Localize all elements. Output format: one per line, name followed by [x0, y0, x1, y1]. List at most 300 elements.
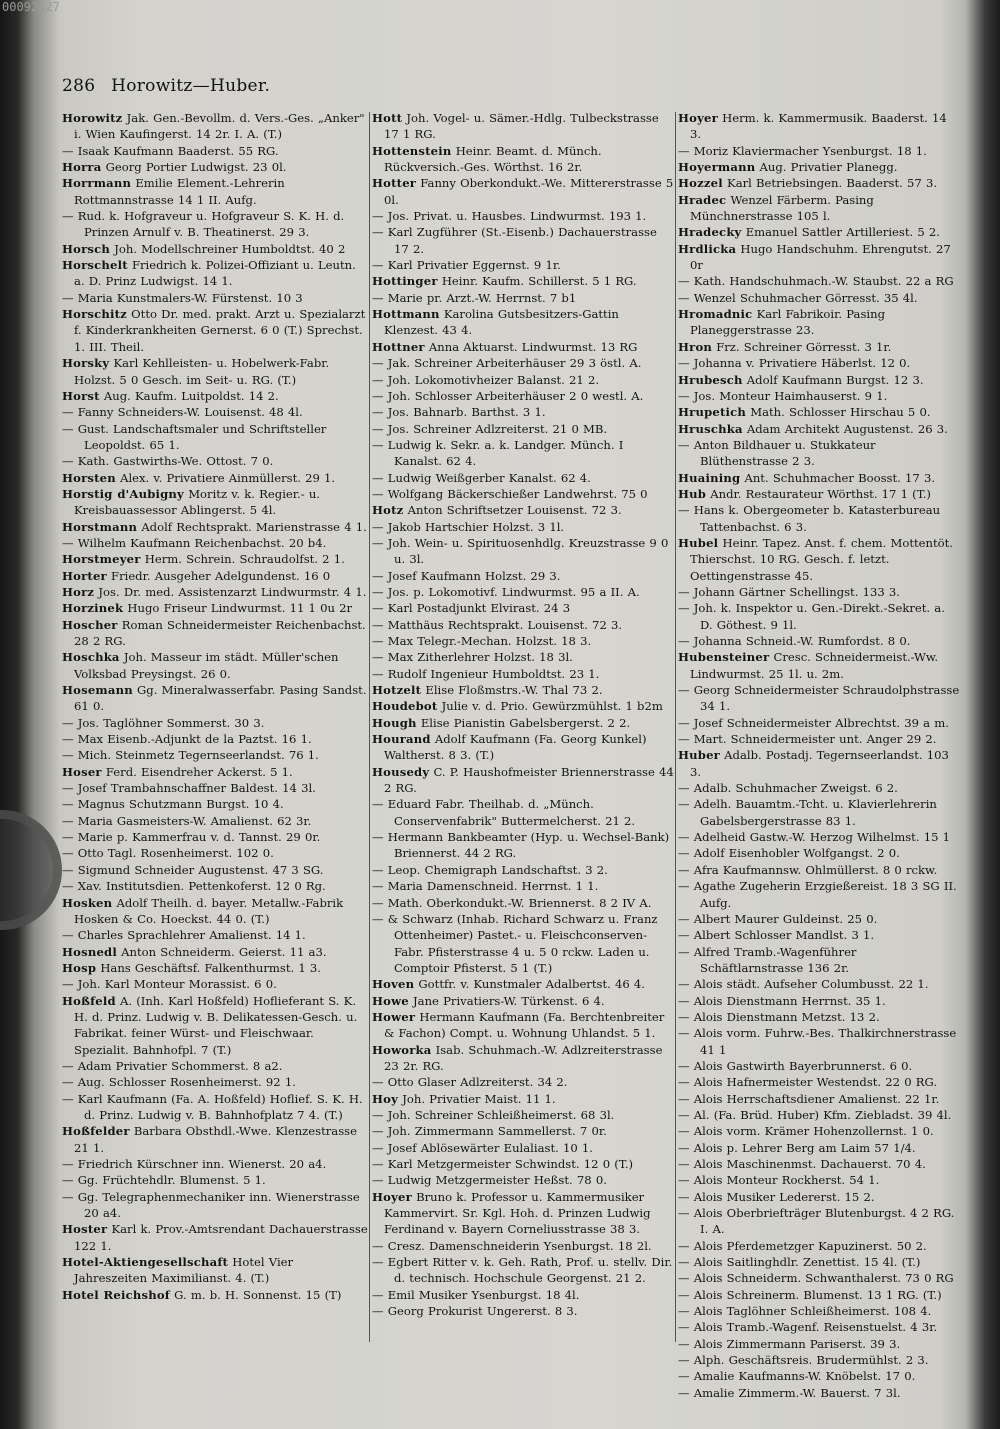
directory-entry	[372, 633, 674, 649]
entry-details: Emilie Element.-Lehrerin Rottmannstrasse 14 1 II. Aufg.	[74, 176, 285, 207]
entry-details: — Adelheid Gastw.-W. Herzog Wilhelmst. 15 1	[678, 830, 951, 845]
entry-surname: Hoßfeld	[62, 993, 116, 1008]
entry-details: — Ludwig Weißgerber Kanalst. 62 4.	[372, 470, 591, 485]
entry-details: — Jos. Privat. u. Hausbes. Lindwurmst. 193 1.	[372, 209, 647, 224]
entry-details: — Jos. p. Lokomotivf. Lindwurmst. 95 a II. A.	[372, 584, 640, 599]
entry-details: — Alois Hafnermeister Westendst. 22 0 RG.	[678, 1075, 938, 1090]
entry-surname: Horstmeyer	[62, 552, 141, 567]
entry-details: — Jos. Schreiner Adlzreiterst. 21 0 MB.	[372, 421, 608, 436]
directory-entry	[62, 1287, 368, 1303]
directory-entry	[678, 1270, 960, 1286]
entry-surname: Horstig d'Aubigny	[62, 486, 184, 501]
entry-details: — Xav. Institutsdien. Pettenkoferst. 12 0 Rg.	[62, 879, 326, 894]
entry-details: Karolina Gutsbesitzers-Gattin Klenzest. 43 4.	[384, 307, 619, 338]
directory-entry	[62, 159, 368, 175]
directory-entry	[372, 502, 674, 518]
directory-entry	[372, 175, 674, 208]
entry-details: — Adalb. Schuhmacher Zweigst. 6 2.	[678, 781, 898, 796]
entry-details: — Karl Metzgermeister Schwindst. 12 0 (T.)	[372, 1157, 634, 1171]
entry-details: Otto Dr. med. prakt. Arzt u. Spezialarzt f. Kinderkrankheiten Gernerst. 6 0 (T.) Sprechst. 1. III. Theil.	[74, 307, 366, 354]
entry-details: — Alois Musiker Ledererst. 15 2.	[678, 1189, 875, 1204]
directory-column-left	[62, 110, 368, 1303]
entry-surname: Howe	[372, 993, 409, 1008]
directory-entry	[678, 1336, 960, 1352]
entry-details: — Alois Pferdemetzger Kapuzinerst. 50 2.	[678, 1238, 927, 1253]
directory-entry	[678, 1238, 960, 1254]
entry-details: — Karl Kaufmann (Fa. A. Hoßfeld) Hoflief. S. K. H. d. Prinz. Ludwig v. B. Bahnhofplatz 7 4. (T.)	[62, 1091, 363, 1122]
entry-details: — Fanny Schneiders-W. Louisenst. 48 4l.	[62, 405, 303, 420]
directory-entry	[372, 731, 674, 764]
entry-details: — Gust. Landschaftsmaler und Schriftsteller Leopoldst. 65 1.	[62, 421, 327, 452]
entry-details: — Jos. Bahnarb. Barthst. 3 1.	[372, 405, 546, 420]
directory-entry	[372, 257, 674, 273]
entry-details: — Alois Dienstmann Metzst. 13 2.	[678, 1009, 880, 1024]
entry-details: — Karl Zugführer (St.-Eisenb.) Dachauerstrasse 17 2.	[372, 225, 657, 256]
directory-entry	[62, 290, 368, 306]
entry-details: — Albert Schlosser Mandlst. 3 1.	[678, 928, 875, 943]
entry-details: Gg. Mineralwasserfabr. Pasing Sandst. 61 0.	[74, 683, 367, 714]
page-header	[62, 76, 270, 96]
column-divider	[675, 112, 676, 1342]
entry-details: Joh. Vogel- u. Sämer.-Hdlg. Tulbeckstrasse 17 1 RG.	[384, 111, 659, 142]
directory-entry	[372, 764, 674, 797]
directory-entry	[62, 993, 368, 1058]
directory-entry	[372, 600, 674, 616]
entry-details: Andr. Restaurateur Wörthst. 17 1 (T.)	[710, 486, 931, 501]
directory-entry	[62, 404, 368, 420]
directory-entry	[372, 355, 674, 371]
directory-entry	[62, 1123, 368, 1156]
directory-entry	[678, 1319, 960, 1335]
entry-details: Karl k. Prov.-Amtsrendant Dachauerstrasse 122 1.	[74, 1222, 368, 1253]
entry-details: Ferd. Eisendreher Ackerst. 5 1.	[105, 764, 293, 779]
entry-surname: Hoser	[62, 764, 102, 779]
directory-entry	[62, 1254, 368, 1287]
directory-entry	[372, 649, 674, 665]
entry-surname: Hubel	[678, 535, 719, 550]
directory-entry	[372, 437, 674, 470]
entry-details: Elise Pianistin Gabelsbergerst. 2 2.	[420, 715, 631, 730]
directory-entry	[678, 976, 960, 992]
entry-details: — Johanna Schneid.-W. Rumfordst. 8 0.	[678, 634, 911, 648]
entry-surname: Hosp	[62, 960, 97, 975]
entry-details: — Alois Monteur Rockherst. 54 1.	[678, 1173, 880, 1188]
directory-entry	[372, 1189, 674, 1238]
entry-details: Frz. Schreiner Görresst. 3 1r.	[716, 339, 892, 354]
entry-details: — Alois Taglöhner Schleißheimerst. 108 4.	[678, 1304, 932, 1319]
page-title: Horowitz—Huber.	[111, 76, 271, 96]
entry-details: — Otto Tagl. Rosenheimerst. 102 0.	[62, 846, 274, 861]
directory-entry	[678, 1074, 960, 1090]
directory-entry	[678, 993, 960, 1009]
entry-details: — Josef Schneidermeister Albrechtst. 39 a m.	[678, 715, 949, 730]
directory-entry	[678, 388, 960, 404]
entry-details: — Charles Sprachlehrer Amalienst. 14 1.	[62, 928, 306, 943]
directory-entry	[372, 1287, 674, 1303]
entry-details: Anton Schneiderm. Geierst. 11 a3.	[121, 944, 327, 959]
directory-entry	[372, 1156, 674, 1172]
directory-entry	[62, 731, 368, 747]
entry-surname: Horsten	[62, 470, 116, 485]
directory-entry	[62, 306, 368, 355]
entry-details: — Ludwig Metzgermeister Heßst. 78 0.	[372, 1173, 607, 1188]
directory-entry	[372, 486, 674, 502]
entry-details: Roman Schneidermeister Reichenbachst. 28 2 RG.	[74, 617, 366, 648]
directory-entry	[678, 502, 960, 535]
entry-details: Adolf Rechtsprakt. Marienstrasse 4 1.	[141, 519, 367, 534]
entry-details: — Alois Saitlinghdlr. Zenettist. 15 4l. (T.)	[678, 1255, 921, 1270]
entry-details: Friedrich k. Polizei-Offiziant u. Leutn. a. D. Prinz Ludwigst. 14 1.	[74, 258, 356, 289]
entry-surname: Hosken	[62, 895, 113, 910]
directory-entry	[372, 993, 674, 1009]
directory-entry	[62, 976, 368, 992]
directory-entry	[678, 1303, 960, 1319]
entry-details: — Wenzel Schuhmacher Görresst. 35 4l.	[678, 290, 918, 305]
directory-entry	[62, 388, 368, 404]
directory-entry	[372, 372, 674, 388]
entry-details: — Alois städt. Aufseher Columbusst. 22 1.	[678, 977, 929, 992]
entry-details: — Adelh. Bauamtm.-Tcht. u. Klavierlehrerin Gabelsbergerstrasse 83 1.	[678, 797, 937, 828]
entry-details: — Amalie Zimmerm.-W. Bauerst. 7 3l.	[678, 1385, 901, 1400]
entry-details: Adolf Theilh. d. bayer. Metallw.-Fabrik Hosken & Co. Hoeckst. 44 0. (T.)	[74, 895, 344, 926]
entry-details: Georg Portier Ludwigst. 23 0l.	[105, 160, 287, 175]
entry-details: — Amalie Kaufmanns-W. Knöbelst. 17 0.	[678, 1369, 916, 1384]
entry-surname: Hott	[372, 111, 403, 125]
entry-surname: Hradec	[678, 192, 727, 207]
directory-entry	[678, 747, 960, 780]
directory-entry	[62, 535, 368, 551]
directory-entry	[62, 421, 368, 454]
directory-entry	[678, 715, 960, 731]
entry-details: — Aug. Schlosser Rosenheimerst. 92 1.	[62, 1075, 296, 1090]
directory-entry	[372, 470, 674, 486]
entry-surname: Hruschka	[678, 421, 743, 436]
entry-details: — Jos. Monteur Haimhauserst. 9 1.	[678, 388, 888, 403]
entry-details: Wenzel Färberm. Pasing Münchnerstrasse 105 l.	[690, 192, 874, 224]
entry-details: — Anton Bildhauer u. Stukkateur Blüthenstrasse 2 3.	[678, 437, 876, 469]
entry-surname: Hottinger	[372, 274, 438, 289]
entry-surname: Hrupetich	[678, 405, 747, 420]
entry-details: Anton Schriftsetzer Louisenst. 72 3.	[407, 503, 622, 518]
entry-surname: Hubensteiner	[678, 650, 770, 665]
directory-entry	[372, 143, 674, 176]
entry-details: — Max Telegr.-Mechan. Holzst. 18 3.	[372, 634, 592, 648]
entry-details: — Joh. Schreiner Schleißheimerst. 68 3l.	[372, 1107, 615, 1122]
directory-entry	[62, 600, 368, 616]
entry-details: — Joh. Schlosser Arbeiterhäuser 2 0 westl. A.	[372, 388, 644, 403]
directory-entry	[62, 568, 368, 584]
entry-details: — Magnus Schutzmann Burgst. 10 4.	[62, 797, 284, 812]
entry-details: — Gg. Früchtehdlr. Blumenst. 5 1.	[62, 1173, 266, 1188]
directory-entry	[372, 568, 674, 584]
entry-details: — Alois Schreinerm. Blumenst. 13 1 RG. (T.)	[678, 1287, 942, 1302]
directory-entry	[678, 829, 960, 845]
directory-entry	[678, 731, 960, 747]
entry-details: — Josef Kaufmann Holzst. 29 3.	[372, 568, 561, 583]
entry-surname: Horst	[62, 388, 100, 403]
entry-details: Joh. Privatier Maist. 11 1.	[402, 1091, 556, 1106]
entry-surname: Hromadnic	[678, 307, 753, 322]
entry-surname: Horz	[62, 584, 95, 599]
entry-details: — Alois vorm. Fuhrw.-Bes. Thalkirchnerstrasse 41 1	[678, 1026, 957, 1057]
directory-entry	[678, 1368, 960, 1384]
directory-entry	[62, 175, 368, 208]
entry-details: — Al. (Fa. Brüd. Huber) Kfm. Ziebladst. 39 4l.	[678, 1107, 952, 1122]
directory-entry	[372, 339, 674, 355]
directory-entry	[62, 110, 368, 143]
entry-details: — Mart. Schneidermeister unt. Anger 29 2.	[678, 732, 937, 747]
entry-details: Adolf Kaufmann Burgst. 12 3.	[746, 372, 924, 387]
entry-surname: Hrubesch	[678, 372, 743, 387]
directory-entry	[678, 1091, 960, 1107]
directory-entry	[678, 1058, 960, 1074]
directory-entry	[62, 764, 368, 780]
entry-details: Heinr. Beamt. d. Münch. Rückversich.-Ges. Wörthst. 16 2r.	[384, 143, 602, 175]
directory-entry	[372, 208, 674, 224]
entry-details: Friedr. Ausgeher Adelgundenst. 16 0	[111, 568, 331, 583]
directory-entry	[372, 1009, 674, 1042]
entry-details: — Joh. Karl Monteur Morassist. 6 0.	[62, 977, 277, 992]
directory-entry	[372, 617, 674, 633]
entry-details: Karl Kehlleisten- u. Hobelwerk-Fabr. Holzst. 5 0 Gesch. im Seit- u. RG. (T.)	[74, 356, 330, 387]
entry-surname: Horsch	[62, 241, 111, 256]
directory-entry	[62, 519, 368, 535]
entry-surname: Hradecky	[678, 225, 742, 240]
entry-surname: Horschelt	[62, 258, 128, 273]
directory-entry	[62, 780, 368, 796]
entry-surname: Hoyermann	[678, 160, 756, 175]
directory-entry	[678, 682, 960, 715]
directory-entry	[372, 1172, 674, 1188]
directory-entry	[678, 1287, 960, 1303]
directory-entry	[62, 241, 368, 257]
entry-details: — Alph. Geschäftsreis. Brudermühlst. 2 3.	[678, 1353, 929, 1368]
entry-details: Adalb. Postadj. Tegernseerlandst. 103 3.	[690, 748, 949, 779]
directory-entry	[62, 584, 368, 600]
entry-details: — Kath. Handschuhmach.-W. Staubst. 22 a RG	[678, 274, 954, 289]
entry-details: — Alfred Tramb.-Wagenführer Schäftlarnstrasse 136 2r.	[678, 944, 857, 975]
entry-surname: Horra	[62, 160, 102, 175]
entry-details: — Maria Gasmeisters-W. Amalienst. 62 3r.	[62, 813, 312, 828]
directory-entry	[62, 470, 368, 486]
directory-entry	[372, 1123, 674, 1139]
entry-details: — Maria Kunstmalers-W. Fürstenst. 10 3	[62, 290, 303, 305]
entry-surname: Hron	[678, 339, 713, 354]
entry-surname: Hough	[372, 715, 417, 730]
entry-details: Karl Fabrikoir. Pasing Planeggerstrasse 23.	[690, 307, 886, 338]
entry-details: Cresc. Schneidermeist.-Ww. Lindwurmst. 25 1l. u. 2m.	[690, 650, 939, 681]
entry-details: — Adolf Eisenhobler Wolfgangst. 2 0.	[678, 846, 900, 861]
directory-entry	[372, 224, 674, 257]
directory-entry	[372, 862, 674, 878]
entry-details: — Moriz Klaviermacher Ysenburgst. 18 1.	[678, 143, 927, 158]
directory-entry	[62, 829, 368, 845]
directory-entry	[678, 633, 960, 649]
directory-entry	[62, 944, 368, 960]
entry-surname: Hoster	[62, 1222, 108, 1237]
directory-entry	[62, 878, 368, 894]
directory-entry	[62, 551, 368, 567]
entry-details: Karl Betriebsingen. Baaderst. 57 3.	[727, 176, 938, 191]
entry-surname: Horter	[62, 568, 107, 583]
entry-details: — Josef Trambahnschaffner Baldest. 14 3l.	[62, 781, 316, 796]
directory-entry	[678, 339, 960, 355]
entry-surname: Hoyer	[372, 1189, 412, 1204]
entry-details: Barbara Obsthdl.-Wwe. Klenzestrasse 21 1.	[74, 1124, 357, 1155]
directory-column-middle	[372, 110, 674, 1319]
entry-details: Heinr. Kaufm. Schillerst. 5 1 RG.	[441, 274, 637, 289]
entry-details: Julie v. d. Prio. Gewürzmühlst. 1 b2m	[441, 699, 663, 714]
directory-entry	[678, 192, 960, 225]
entry-details: — Max Zitherlehrer Holzst. 18 3l.	[372, 650, 573, 665]
entry-details: — Friedrich Kürschner inn. Wienerst. 20 a4.	[62, 1157, 327, 1171]
directory-entry	[678, 159, 960, 175]
directory-entry	[678, 437, 960, 470]
entry-surname: Horzinek	[62, 601, 124, 616]
directory-entry	[678, 470, 960, 486]
entry-surname: Hourand	[372, 732, 431, 747]
entry-surname: Hotel Reichshof	[62, 1287, 170, 1302]
entry-surname: Hottner	[372, 339, 425, 354]
column-divider	[369, 112, 370, 1342]
entry-details: — Sigmund Schneider Augustenst. 47 3 SG.	[62, 862, 324, 877]
entry-details: — Georg Prokurist Ungererst. 8 3.	[372, 1304, 578, 1319]
directory-entry	[62, 1074, 368, 1090]
directory-entry	[678, 404, 960, 420]
directory-entry	[678, 1172, 960, 1188]
entry-details: — Marie p. Kammerfrau v. d. Tannst. 29 0r.	[62, 830, 321, 845]
directory-entry	[62, 486, 368, 519]
directory-entry	[372, 1254, 674, 1287]
entry-details: — Leop. Chemigraph Landschaftst. 3 2.	[372, 862, 608, 877]
directory-entry	[372, 519, 674, 535]
directory-entry	[678, 143, 960, 159]
entry-surname: Horstmann	[62, 519, 138, 534]
entry-details: — & Schwarz (Inhab. Richard Schwarz u. Franz Ottenheimer) Pastet.- u. Fleischconserven-Fabr. Pfisterstrasse 4 u. 5 0 rckw. Laden u. Comptoir Pfisterst. 5 1 (T.)	[372, 911, 658, 975]
directory-entry	[62, 1189, 368, 1222]
entry-surname: Horschitz	[62, 307, 127, 322]
entry-details: Aug. Kaufm. Luitpoldst. 14 2.	[103, 388, 279, 403]
entry-details: Hermann Kaufmann (Fa. Berchtenbreiter & Fachon) Compt. u. Wohnung Uhlandst. 5 1.	[384, 1009, 665, 1041]
entry-surname: Housedy	[372, 764, 430, 779]
directory-column-right	[678, 110, 960, 1401]
entry-details: Joh. Modellschreiner Humboldtst. 40 2	[114, 241, 346, 256]
entry-details: Elise Floßmstrs.-W. Thal 73 2.	[425, 683, 603, 698]
entry-surname: Hottmann	[372, 307, 440, 322]
directory-entry	[372, 1074, 674, 1090]
entry-details: Jak. Gen.-Bevollm. d. Vers.-Ges. „Anker" i. Wien Kaufingerst. 14 2r. I. A. (T.)	[74, 111, 365, 142]
directory-entry	[678, 927, 960, 943]
directory-entry	[372, 796, 674, 829]
entry-details: — Wilhelm Kaufmann Reichenbachst. 20 b4.	[62, 535, 327, 550]
entry-surname: Hotz	[372, 503, 404, 518]
directory-entry	[372, 1238, 674, 1254]
entry-details: — Max Eisenb.-Adjunkt de la Paztst. 16 1.	[62, 732, 312, 747]
entry-details: — Otto Glaser Adlzreiterst. 34 2.	[372, 1075, 568, 1090]
directory-entry	[62, 1156, 368, 1172]
entry-surname: Horrmann	[62, 176, 132, 191]
entry-details: Hotel Vier Jahreszeiten Maximilianst. 4. (T.)	[74, 1255, 294, 1286]
entry-details: — Jakob Hartschier Holzst. 3 1l.	[372, 519, 565, 534]
entry-surname: Hosnedl	[62, 944, 117, 959]
directory-entry	[678, 273, 960, 289]
entry-surname: Hozzel	[678, 176, 723, 191]
entry-details: Hans Geschäftsf. Falkenthurmst. 1 3.	[100, 960, 321, 975]
entry-surname: Hoven	[372, 977, 415, 992]
directory-entry	[62, 895, 368, 928]
entry-details: — Alois vorm. Krämer Hohenzollernst. 1 0.	[678, 1124, 934, 1139]
entry-surname: Hub	[678, 486, 707, 501]
entry-details: — Wolfgang Bäckerschießer Landwehrst. 75 0	[372, 486, 648, 501]
directory-entry	[372, 1091, 674, 1107]
directory-entry	[62, 1091, 368, 1124]
directory-entry	[678, 1107, 960, 1123]
directory-entry	[678, 1009, 960, 1025]
directory-entry	[372, 290, 674, 306]
directory-entry	[372, 698, 674, 714]
directory-entry	[62, 747, 368, 763]
directory-entry	[678, 944, 960, 977]
entry-details: Alex. v. Privatiere Ainmüllerst. 29 1.	[120, 470, 336, 485]
directory-entry	[678, 1189, 960, 1205]
entry-details: — Joh. k. Inspektor u. Gen.-Direkt.-Sekret. a. D. Göthest. 9 1l.	[678, 601, 945, 632]
directory-entry	[678, 584, 960, 600]
entry-details: — Alois Herrschaftsdiener Amalienst. 22 1r.	[678, 1091, 940, 1106]
directory-entry	[62, 208, 368, 241]
entry-surname: Houdebot	[372, 699, 438, 714]
directory-entry	[678, 796, 960, 829]
entry-details: — Alois Schneiderm. Schwanthalerst. 73 0 RG	[678, 1271, 954, 1286]
entry-details: — Johanna v. Privatiere Häberlst. 12 0.	[678, 356, 911, 371]
entry-details: — Marie pr. Arzt.-W. Herrnst. 7 b1	[372, 290, 577, 305]
directory-entry	[62, 143, 368, 159]
entry-surname: Hoschka	[62, 650, 120, 665]
entry-details: — Karl Privatier Eggernst. 9 1r.	[372, 258, 561, 273]
directory-entry	[372, 421, 674, 437]
directory-entry	[678, 1156, 960, 1172]
entry-details: — Joh. Wein- u. Spirituosenhdlg. Kreuzstrasse 9 0 u. 3l.	[372, 535, 669, 567]
entry-details: Adam Architekt Augustenst. 26 3.	[746, 421, 948, 436]
directory-entry	[678, 1352, 960, 1368]
directory-entry	[678, 421, 960, 437]
entry-details: Math. Schlosser Hirschau 5 0.	[750, 405, 931, 420]
entry-details: Herm. k. Kammermusik. Baaderst. 14 3.	[690, 111, 947, 142]
entry-details: — Agathe Zugeherin Erzgießereist. 18 3 SG II. Aufg.	[678, 879, 957, 910]
entry-details: Joh. Masseur im städt. Müller'schen Volksbad Preysingst. 26 0.	[74, 650, 339, 681]
entry-details: — Isaak Kaufmann Baaderst. 55 RG.	[62, 143, 279, 158]
directory-entry	[62, 845, 368, 861]
entry-details: — Rudolf Ingenieur Humboldtst. 23 1.	[372, 666, 600, 681]
directory-entry	[62, 715, 368, 731]
entry-details: — Georg Schneidermeister Schraudolphstrasse 34 1.	[678, 683, 960, 714]
directory-entry	[62, 257, 368, 290]
entry-details: — Jak. Schreiner Arbeiterhäuser 29 3 östl. A.	[372, 356, 642, 371]
page-number: 286	[62, 76, 96, 96]
directory-entry	[372, 682, 674, 698]
directory-entry	[62, 682, 368, 715]
entry-details: G. m. b. H. Sonnenst. 15 (T)	[174, 1287, 342, 1302]
directory-entry	[372, 1107, 674, 1123]
directory-entry	[678, 1254, 960, 1270]
entry-details: Emanuel Sattler Artilleriest. 5 2.	[745, 225, 940, 240]
entry-details: — Egbert Ritter v. k. Geh. Rath, Prof. u. stellv. Dir. d. technisch. Hochschule Georgenst. 21 2.	[372, 1255, 673, 1286]
entry-details: Fanny Oberkondukt.-We. Mittererstrasse 5 0l.	[384, 176, 674, 207]
entry-details: — Alois Maschinenmst. Dachauerst. 70 4.	[678, 1157, 926, 1171]
scan-id: 00092427	[2, 0, 60, 14]
directory-entry	[62, 453, 368, 469]
directory-entry	[372, 1042, 674, 1075]
entry-surname: Howorka	[372, 1042, 432, 1057]
